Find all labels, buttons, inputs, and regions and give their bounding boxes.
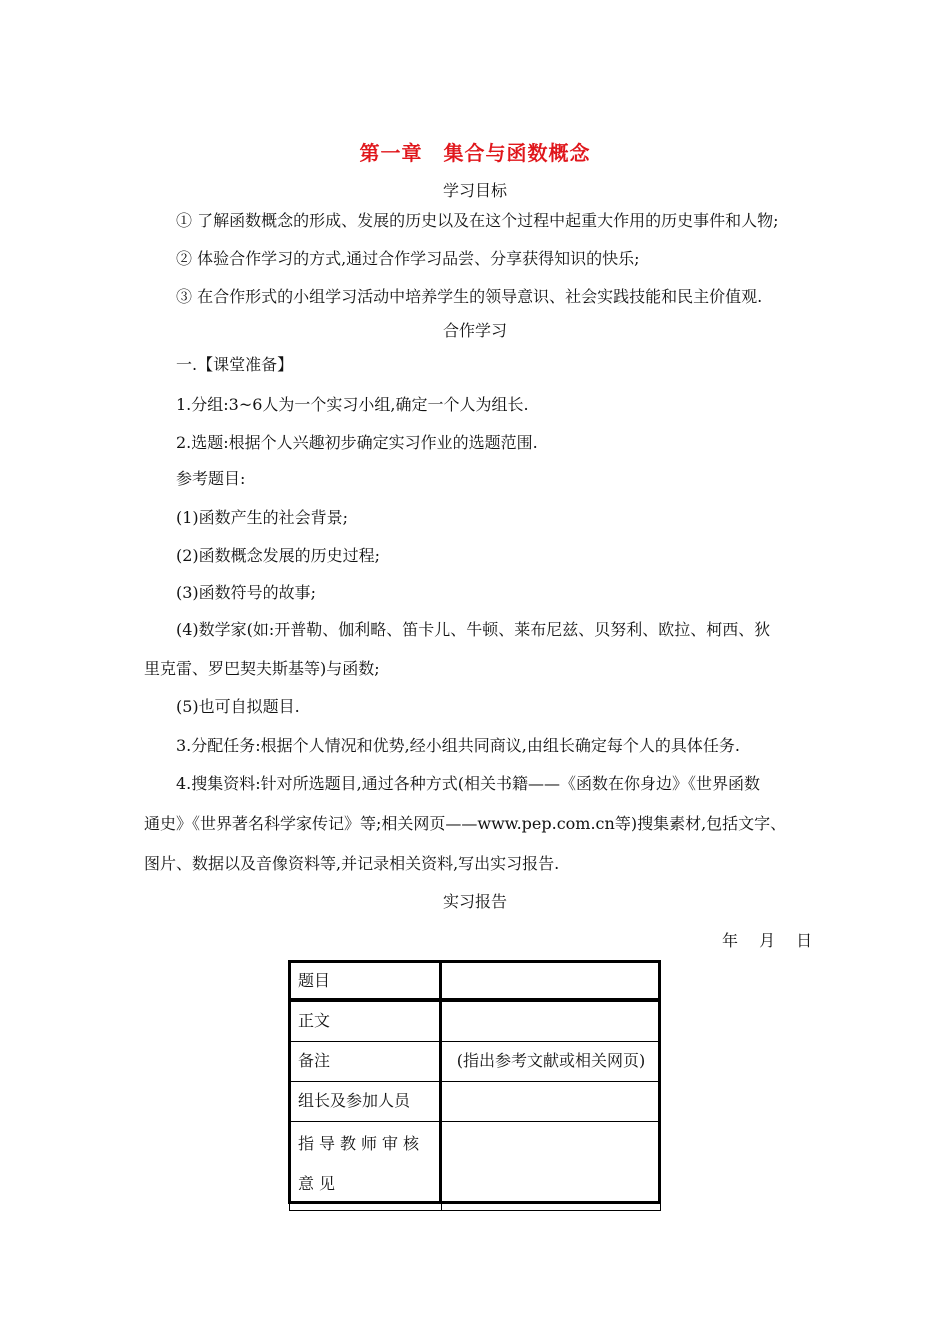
goal-item: ② 体验合作学习的方式,通过合作学习品尝、分享获得知识的快乐; bbox=[176, 249, 640, 268]
goal-item: ① 了解函数概念的形成、发展的历史以及在这个过程中起重大作用的历史事件和人物; bbox=[176, 211, 779, 230]
topic-item: 里克雷、罗巴契夫斯基等)与函数; bbox=[144, 659, 380, 678]
table-divider bbox=[439, 960, 442, 1204]
date-line: 年 月 日 bbox=[722, 931, 813, 950]
table-cell-label: 组长及参加人员 bbox=[290, 1082, 442, 1122]
report-heading: 实习报告 bbox=[442, 892, 507, 911]
topic-item: (3)函数符号的故事; bbox=[176, 583, 317, 602]
topic-item: (1)函数产生的社会背景; bbox=[176, 508, 349, 527]
table-cell-label: 正文 bbox=[290, 1002, 442, 1042]
step-text: 1.分组:3~6人为一个实习小组,确定一个人为组长. bbox=[176, 395, 529, 414]
table-divider bbox=[288, 998, 661, 1001]
topic-item: (5)也可自拟题目. bbox=[176, 697, 300, 716]
table-cell-label: 题目 bbox=[290, 962, 442, 1002]
table-cell-input[interactable] bbox=[442, 1082, 661, 1122]
chapter-title: 第一章 集合与函数概念 bbox=[359, 141, 591, 165]
goal-item: ③ 在合作形式的小组学习活动中培养学生的领导意识、社会实践技能和民主价值观. bbox=[176, 287, 763, 306]
table-cell-input[interactable] bbox=[442, 962, 661, 1002]
step-text: 通史》《世界著名科学家传记》等;相关网页——www.pep.com.cn等)搜集素材,包括文字、 bbox=[144, 814, 787, 833]
table-cell-note: (指出参考文献或相关网页) bbox=[442, 1042, 661, 1082]
topic-item: (2)函数概念发展的历史过程; bbox=[176, 546, 381, 565]
table-cell-label: 备注 bbox=[290, 1042, 442, 1082]
step-text: 图片、数据以及音像资料等,并记录相关资料,写出实习报告. bbox=[144, 854, 560, 873]
section-heading: 一.【课堂准备】 bbox=[176, 355, 294, 374]
table-cell-input[interactable] bbox=[442, 1002, 661, 1042]
table-cell-input[interactable] bbox=[442, 1122, 661, 1211]
step-text: 4.搜集资料:针对所选题目,通过各种方式(相关书籍——《函数在你身边》《世界函数 bbox=[176, 774, 760, 793]
goals-heading: 学习目标 bbox=[442, 181, 507, 200]
topic-item: (4)数学家(如:开普勒、伽利略、笛卡儿、牛顿、莱布尼兹、贝努利、欧拉、柯西、狄 bbox=[176, 620, 771, 639]
table-cell-label: 指导教师审核意见 bbox=[290, 1122, 442, 1211]
step-text: 参考题目: bbox=[176, 469, 246, 488]
coop-heading: 合作学习 bbox=[442, 321, 507, 340]
step-text: 2.选题:根据个人兴趣初步确定实习作业的选题范围. bbox=[176, 433, 538, 452]
step-text: 3.分配任务:根据个人情况和优势,经小组共同商议,由组长确定每个人的具体任务. bbox=[176, 736, 740, 755]
